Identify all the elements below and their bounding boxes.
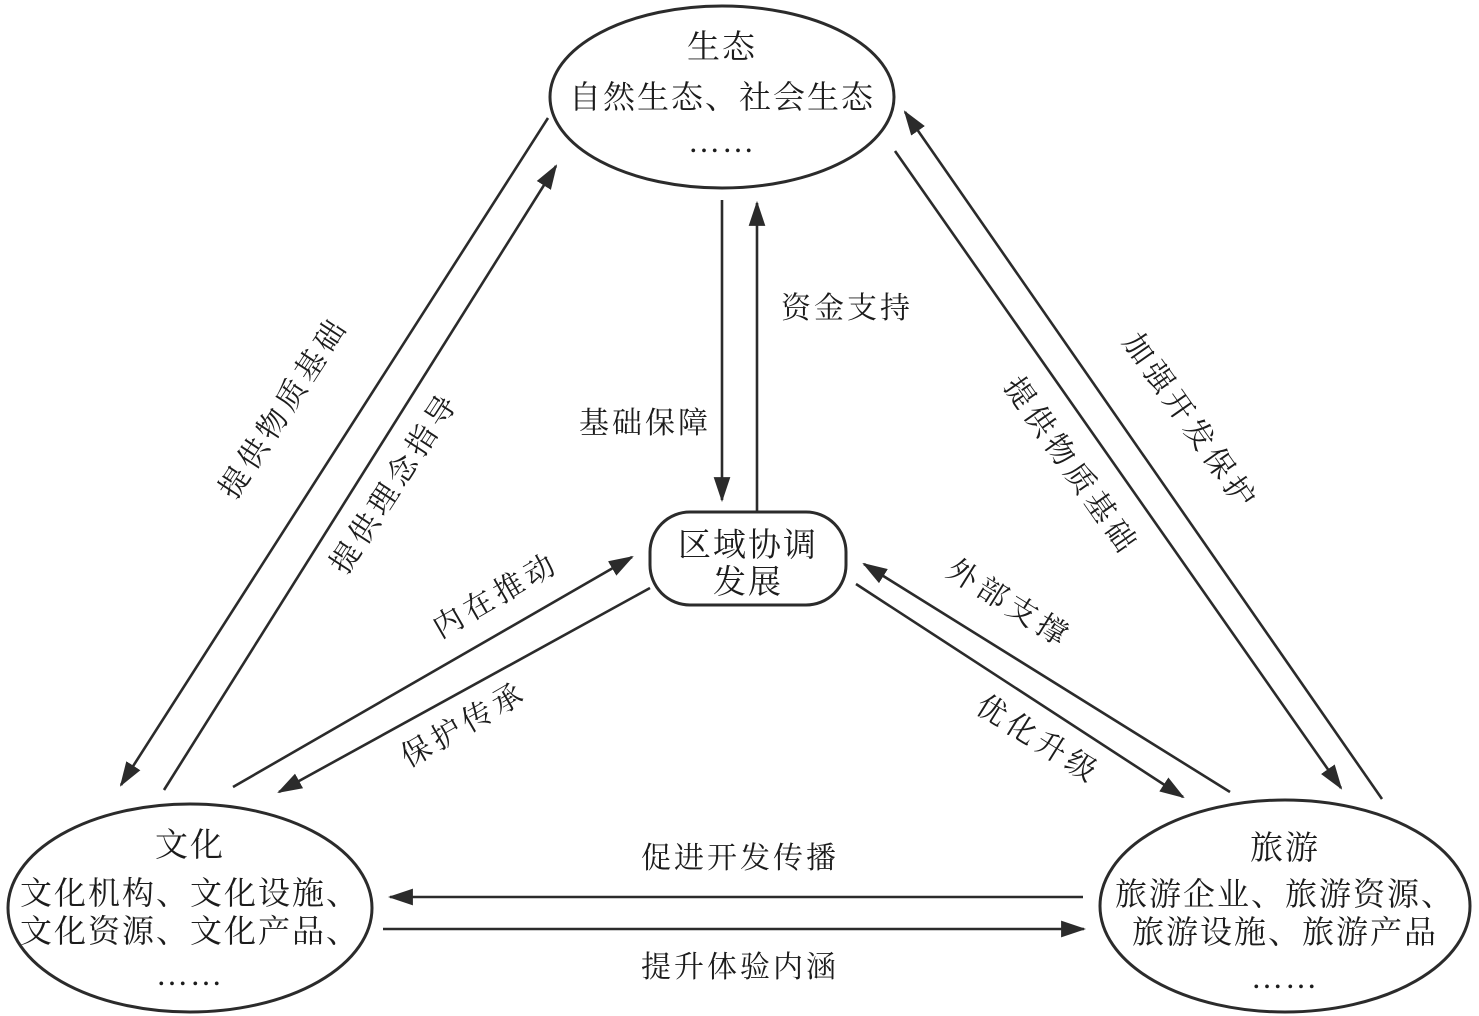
edge-label-funding-support: 资金支持 xyxy=(781,292,913,325)
ecology-title: 生态 xyxy=(687,30,757,66)
tourism-title: 旅游 xyxy=(1250,831,1320,867)
edge-label-internal-drive: 内在推动 xyxy=(427,546,566,646)
edge-ecology-to-culture xyxy=(121,118,548,785)
edge-label-provide-material-base-left: 提供物质基础 xyxy=(213,310,356,505)
tourism-ellipsis: …… xyxy=(1251,959,1319,995)
ecology-subtext: 自然生态、社会生态 xyxy=(568,79,876,115)
edge-label-external-support: 外部支撑 xyxy=(940,552,1078,656)
culture-subtext-1: 文化机构、文化设施、 xyxy=(19,875,361,911)
ecology-ellipsis: …… xyxy=(688,123,756,159)
edge-label-provide-concept-guidance: 提供理念指导 xyxy=(324,385,467,580)
edge-tourism-to-ecology xyxy=(905,112,1382,799)
node-culture xyxy=(8,804,372,1012)
node-tourism xyxy=(1100,800,1470,1012)
edge-label-optimize-upgrade: 优化升级 xyxy=(969,688,1107,792)
edge-label-basic-guarantee: 基础保障 xyxy=(579,407,711,440)
node-ecology xyxy=(550,6,894,188)
culture-subtext-2: 文化资源、文化产品、 xyxy=(19,913,361,949)
tourism-subtext-2: 旅游设施、旅游产品 xyxy=(1131,914,1439,950)
center-title-line1: 区域协调 xyxy=(678,528,818,564)
edge-label-enhance-experience-content: 提升体验内涵 xyxy=(641,951,839,984)
node-center xyxy=(650,512,846,605)
edge-label-protect-inherit: 保护传承 xyxy=(395,675,534,775)
tourism-subtext-1: 旅游企业、旅游资源、 xyxy=(1114,876,1456,912)
culture-ellipsis: …… xyxy=(156,956,224,992)
culture-title: 文化 xyxy=(155,828,225,864)
edge-label-promote-development-spread: 促进开发传播 xyxy=(641,842,839,875)
center-title-line2: 发展 xyxy=(713,565,783,601)
edge-label-provide-material-base-right: 提供物质基础 xyxy=(997,371,1145,563)
edge-label-strengthen-development-protection: 加强开发保护 xyxy=(1116,327,1264,519)
edge-ecology-to-tourism xyxy=(895,151,1341,788)
